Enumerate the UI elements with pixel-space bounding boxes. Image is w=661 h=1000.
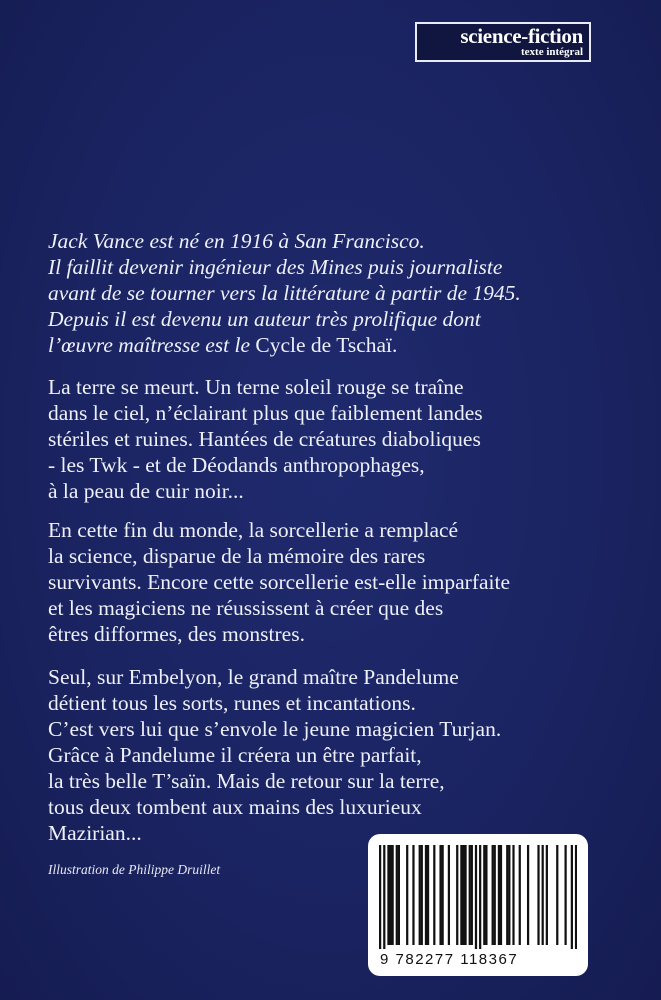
barcode-bar [519,845,521,945]
barcode-bar [389,845,391,945]
summary-line: dans le ciel, n’éclairant plus que faiblement landes [48,401,483,425]
summary-line: à la peau de cuir noir... [48,479,244,503]
barcode-bar [492,845,494,945]
summary-line: Mazirian... [48,821,142,845]
barcode-bar [379,845,381,949]
barcode-bar [464,845,466,945]
barcode-bar [527,845,529,945]
barcode-bar [396,845,398,945]
summary-line: Seul, sur Embelyon, le grand maître Pandelume [48,665,459,689]
barcode-bar [460,845,462,945]
barcode-bar [506,845,508,945]
barcode-bar [439,845,441,945]
barcode-bar [498,845,500,945]
barcode-bar [383,845,385,949]
barcode-bar [462,845,464,945]
barcode-bar [406,845,408,945]
barcode-label [368,834,588,976]
author-bio [48,228,648,358]
bio-line: Il faillit devenir ingénieur des Mines puis journaliste [48,255,503,279]
bio-cycle-title: Cycle de Tschaï. [255,333,398,357]
barcode-bar [398,845,400,945]
summary-line: tous deux tombent aux mains des luxurieux [48,795,422,819]
barcode-bar [542,845,544,945]
summary-line: survivants. Encore cette sorcellerie est-elle imparfaite [48,570,511,594]
barcode-bar [485,845,487,945]
summary-line: la très belle T’saïn. Mais de retour sur la terre, [48,769,445,793]
series-logo [415,22,591,62]
barcode-bar [412,845,414,945]
barcode-bar [456,845,458,945]
barcode-bar [494,845,496,945]
barcode-bar [433,845,435,945]
barcode-bar [575,845,577,949]
summary-line: C’est vers lui que s’envole le jeune magicien Turjan. [48,717,502,741]
summary-paragraph-1 [48,374,648,504]
barcode-bar [556,845,558,945]
summary-line: En cette fin du monde, la sorcellerie a remplacé [48,518,459,542]
barcode-bar [537,845,539,945]
barcode-bar [571,845,573,949]
barcode-bar [442,845,444,945]
summary-line: - les Twk - et de Déodands anthropophages, [48,453,425,477]
bio-line: avant de se tourner vers la littérature à partir de 1945. [48,281,521,305]
barcode-bar [448,845,450,945]
barcode-bar [512,845,514,945]
summary-line: détient tous les sorts, runes et incantations. [48,691,416,715]
barcode-bar [387,845,389,945]
barcode-bar [392,845,394,945]
summary-paragraph-2 [48,517,648,647]
barcode-bar [546,845,548,945]
barcode-bar [508,845,510,945]
summary-line: stériles et ruines. Hantées de créatures diaboliques [48,427,481,451]
summary-paragraph-3 [48,664,648,846]
series-title: science-fiction [460,24,583,48]
barcode-bar [479,845,481,949]
barcode-bar [421,845,423,945]
barcode-bar [500,845,502,945]
barcode-bar [425,845,427,945]
series-subtitle: texte intégral [521,46,583,58]
summary-line: La terre se meurt. Un terne soleil rouge se traîne [48,375,464,399]
barcode-bar [475,845,477,949]
barcode-bar [471,845,473,945]
barcode-bar [483,845,485,945]
summary-line: et les magiciens ne réussissent à créer que des [48,596,444,620]
summary-line: êtres difformes, des monstres. [48,622,305,646]
bio-line [48,332,648,358]
barcode-bar [419,845,421,945]
barcode [379,845,577,949]
summary-line: la science, disparue de la mémoire des rares [48,544,426,568]
bio-line-italic: l’œuvre maîtresse est le [48,333,256,357]
barcode-digits: 9 782277 118367 [380,951,519,968]
barcode-bar [427,845,429,945]
illustration-credit: Illustration de Philippe Druillet [48,862,221,877]
summary-line: Grâce à Pandelume il créera un être parfait, [48,743,422,767]
barcode-bar [564,845,566,945]
bio-line: Jack Vance est né en 1916 à San Francisco. [48,229,425,253]
bio-line: Depuis il est devenu un auteur très prolifique dont [48,307,481,331]
barcode-bar [469,845,471,945]
